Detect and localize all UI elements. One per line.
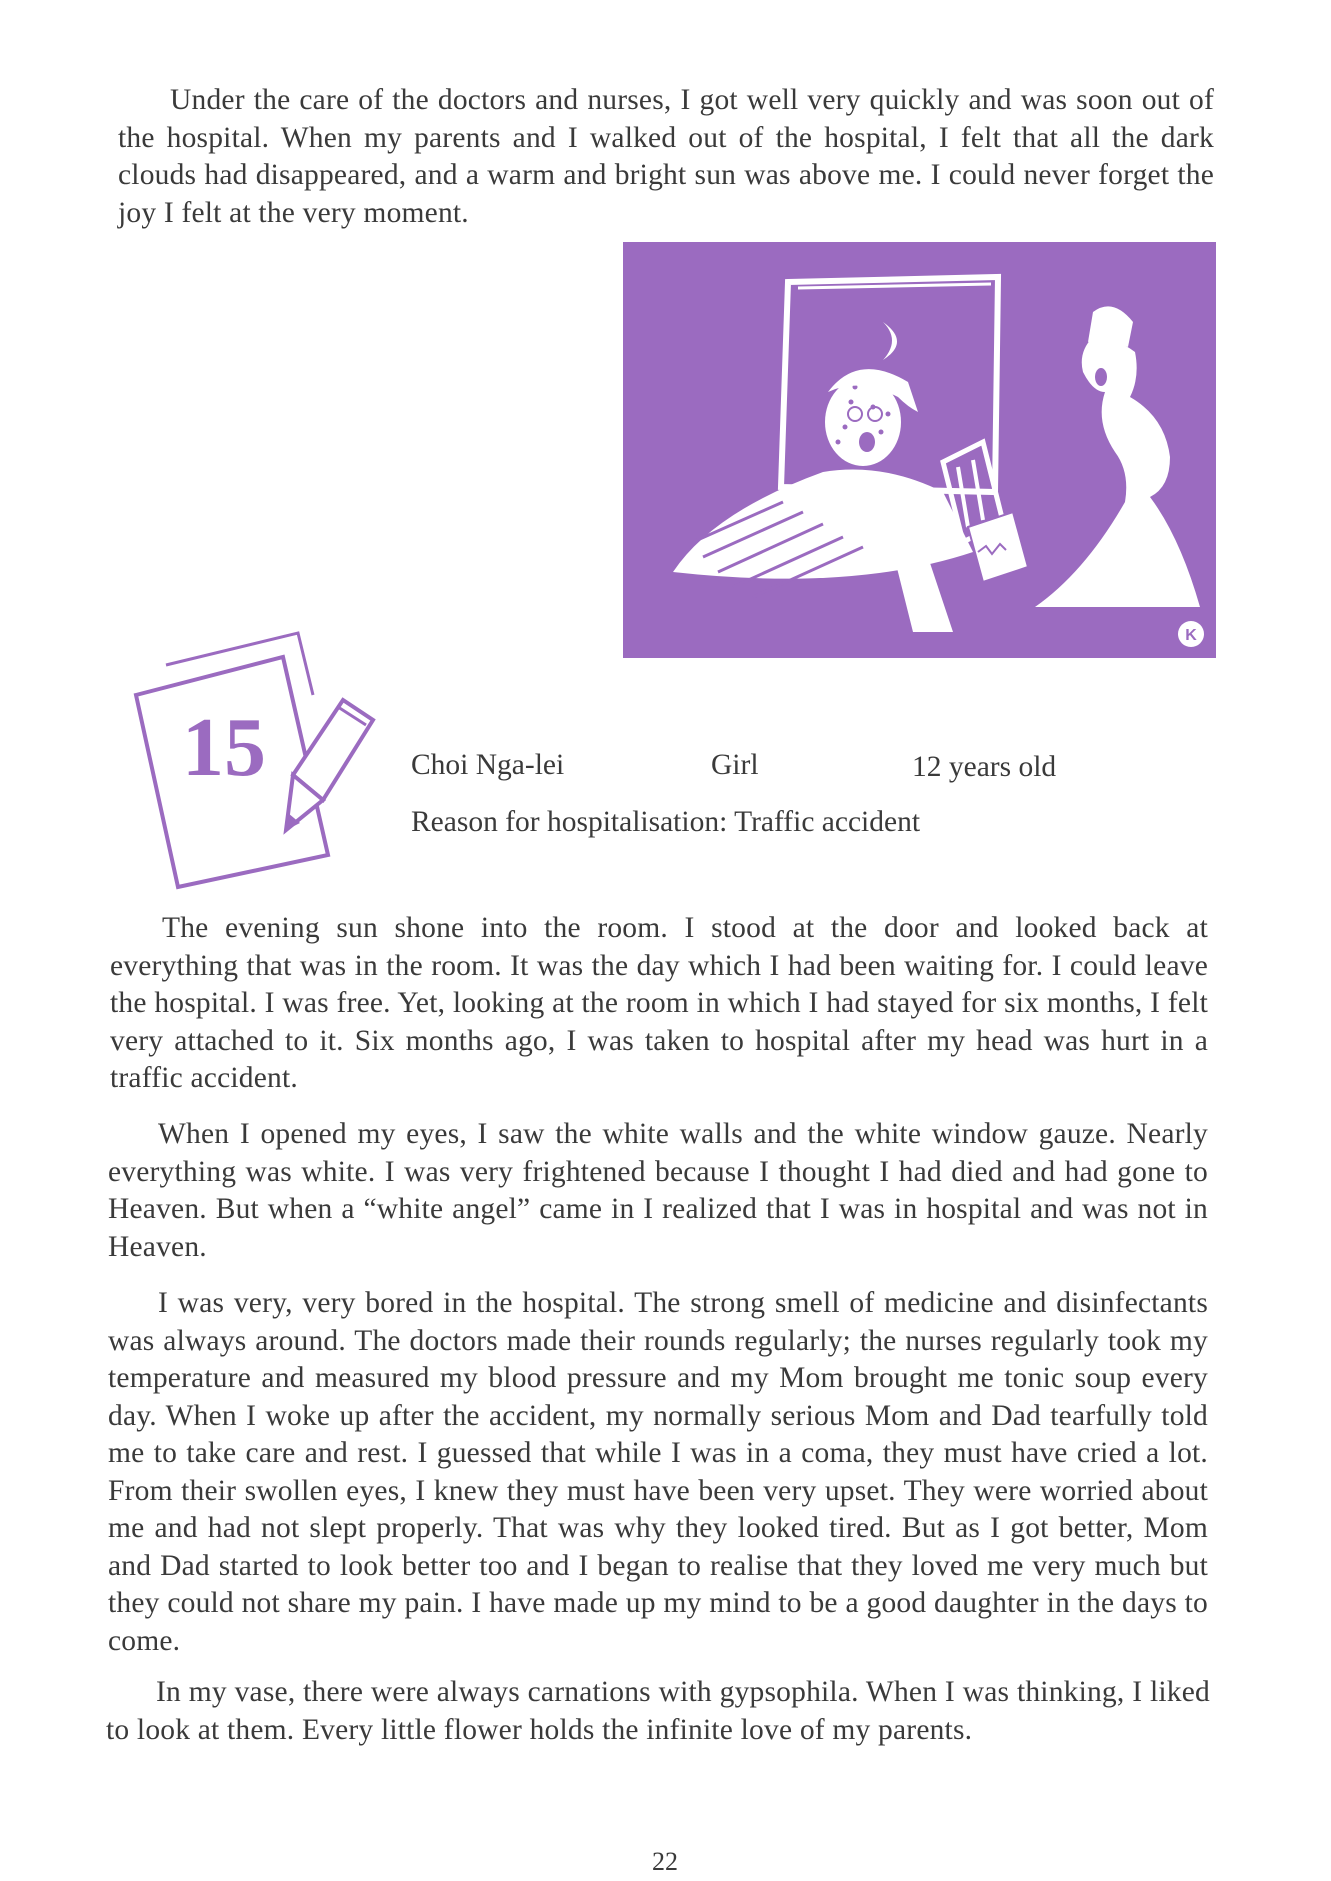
- paragraph-recovery: Under the care of the doctors and nurses, I got well very quickly and was soon out of the hospital. When my parents and I walked out of the hospital, I felt that all the dark clouds had disappeared, and a warm and bright sun was above me. I could never forget the joy I felt at the very moment.: [118, 84, 1214, 229]
- page-number: 22: [652, 1847, 678, 1876]
- patient-gender: Girl: [711, 749, 759, 781]
- hospital-scene-image: [623, 242, 1216, 658]
- hospitalisation-reason: Reason for hospitalisation: Traffic accident: [411, 806, 921, 838]
- artist-mark: K: [1185, 627, 1197, 644]
- paragraph-vase: In my vase, there were always carnations with gypsophila. When I was thinking, I liked to look at them. Every little flower holds the infinite love of my parents.: [106, 1676, 1210, 1746]
- entry-number: 15: [182, 701, 266, 794]
- entry-number-badge: [128, 625, 388, 895]
- paper-pencil-icon: [128, 625, 388, 895]
- paragraph-evening-sun: The evening sun shone into the room. I stood at the door and looked back at everything that was in the room. It was the day which I had been waiting for. I could leave the hospital. I was free. Yet, looking at the room in which I had stayed for six months, I felt very attached to it. Six months ago, I was taken to hospital after my head was hurt in a traffic accident.: [110, 912, 1208, 1094]
- hospital-illustration: [623, 242, 1216, 658]
- paragraph-white-room: When I opened my eyes, I saw the white walls and the white window gauze. Nearly everything was white. I was very frightened because I thought I had died and had gone to Heaven. But when a “white angel” came in I realized that I was in hospital and was not in Heaven.: [108, 1118, 1208, 1263]
- patient-age: 12 years old: [912, 751, 1057, 783]
- paragraph-bored: I was very, very bored in the hospital. The strong smell of medicine and disinfectants was always around. The doctors made their rounds regularly; the nurses regularly took my temperature and measured my blood pressure and my Mom brought me tonic soup every day. When I woke up after the accident, my normally serious Mom and Dad tearfully told me to take care and rest. I guessed that while I was in a coma, they must have cried a lot. From their swollen eyes, I knew they must have been very upset. They were worried about me and had not slept properly. That was why they looked tired. But as I got better, Mom and Dad started to look better too and I began to realise that they loved me very much but they could not share my pain. I have made up my mind to be a good daughter in the days to come.: [108, 1287, 1208, 1657]
- patient-name: Choi Nga-lei: [411, 749, 565, 781]
